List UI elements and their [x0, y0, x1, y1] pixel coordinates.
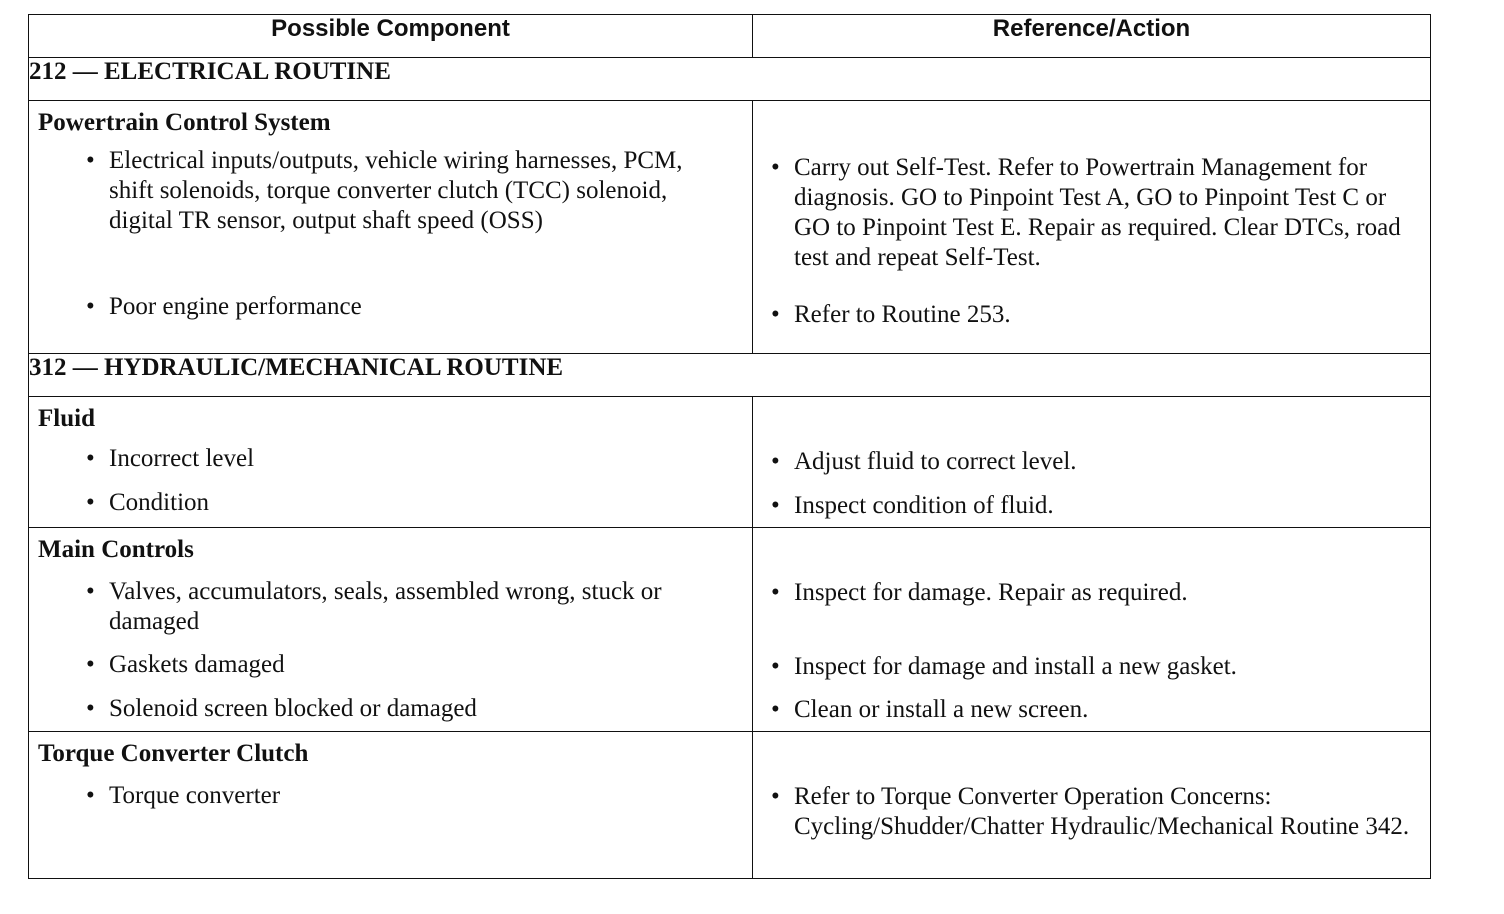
- header-reference-action: Reference/Action: [753, 15, 1431, 58]
- component-item: • Poor engine performance: [29, 292, 752, 322]
- group-title: Powertrain Control System: [38, 109, 331, 136]
- group-row-fluid: [29, 397, 1431, 528]
- group-row-torque-converter: [29, 732, 1431, 879]
- component-item: • Gaskets damaged: [29, 650, 752, 680]
- action-item: • Clean or install a new screen.: [753, 695, 1430, 725]
- group-title: Torque Converter Clutch: [38, 740, 309, 767]
- action-item: • Refer to Torque Converter Operation Concerns: Cycling/Shudder/Chatter Hydraulic/Mechanical Routine 342.: [753, 782, 1430, 842]
- action-list: [753, 101, 1430, 330]
- group-row-powertrain: [29, 101, 1431, 354]
- action-cell: [753, 397, 1431, 528]
- action-list: [753, 397, 1430, 521]
- component-list: [29, 444, 752, 518]
- action-item: • Adjust fluid to correct level.: [753, 447, 1430, 477]
- group-title: Main Controls: [38, 536, 194, 563]
- component-item: • Torque converter: [29, 781, 752, 811]
- component-list: [29, 577, 752, 724]
- component-item: • Condition: [29, 488, 752, 518]
- component-list: [29, 146, 752, 322]
- component-cell: [29, 101, 753, 354]
- group-row-main-controls: [29, 528, 1431, 732]
- section-row: [29, 354, 1431, 397]
- action-item: • Carry out Self-Test. Refer to Powertrain Management for diagnosis. GO to Pinpoint Test A, GO to Pinpoint Test C or GO to Pinpoint Test E. Repair as required. Clear DTCs, road test and repeat Self-Test.: [753, 153, 1430, 288]
- component-cell: [29, 528, 753, 732]
- action-cell: [753, 732, 1431, 879]
- group-title: Fluid: [38, 405, 95, 432]
- action-item: • Inspect condition of fluid.: [753, 491, 1430, 521]
- component-item: • Solenoid screen blocked or damaged: [29, 694, 752, 724]
- component-item: • Valves, accumulators, seals, assembled wrong, stuck or damaged: [29, 577, 752, 637]
- section-row: [29, 58, 1431, 101]
- component-cell: [29, 732, 753, 879]
- diagnosis-table: [28, 14, 1431, 879]
- component-cell: [29, 397, 753, 528]
- header-possible-component: Possible Component: [29, 15, 753, 58]
- section-title-electrical: 212 — ELECTRICAL ROUTINE: [29, 58, 1431, 101]
- header-row: [29, 15, 1431, 58]
- action-list: [753, 732, 1430, 842]
- section-title-hydraulic: 312 — HYDRAULIC/MECHANICAL ROUTINE: [29, 354, 1431, 397]
- action-cell: [753, 101, 1431, 354]
- component-item: • Electrical inputs/outputs, vehicle wiring harnesses, PCM, shift solenoids, torque converter clutch (TCC) solenoid, digital TR sensor, output shaft speed (OSS): [29, 146, 752, 281]
- action-item: • Inspect for damage and install a new gasket.: [753, 652, 1430, 682]
- component-item: • Incorrect level: [29, 444, 752, 474]
- component-list: [29, 781, 752, 811]
- action-list: [753, 528, 1430, 725]
- action-item: • Refer to Routine 253.: [753, 300, 1430, 330]
- action-cell: [753, 528, 1431, 732]
- action-item: • Inspect for damage. Repair as required.: [753, 578, 1430, 638]
